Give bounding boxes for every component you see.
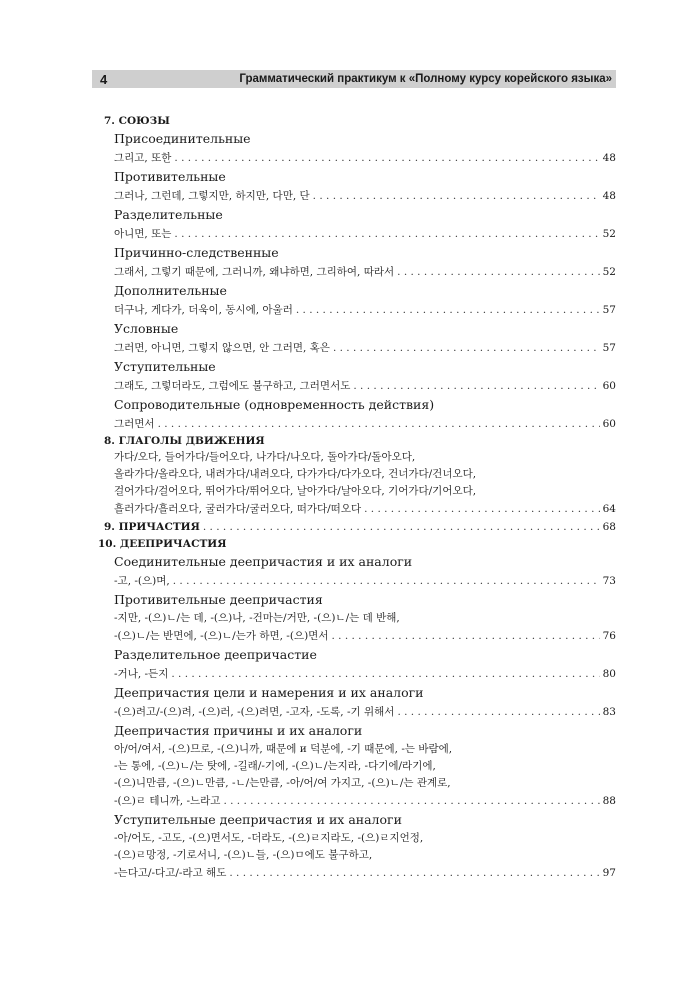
entry-line: 아/어/여서, -(으)므로, -(으)니까, 때문에 и 덕분에, -기 때문에, -는 바람에, — [114, 743, 453, 755]
page-ref: 52 — [602, 266, 616, 278]
toc-entry — [114, 572, 616, 590]
entry-line: -아/어도, -고도, -(으)면서도, -더라도, -(으)ㄹ지라도, -(으)ㄹ지언정, — [114, 832, 424, 844]
dot-leader — [296, 301, 600, 319]
subsection-label: Разделительные — [114, 207, 223, 222]
toc-entry — [114, 415, 616, 433]
page-ref: 83 — [602, 706, 616, 718]
toc-entry — [114, 263, 616, 281]
subsection-label: Уступительные деепричастия и их аналоги — [114, 812, 402, 827]
entry-line: -지만, -(으)ㄴ/는 데, -(으)나, -건마는/거만, -(으)ㄴ/는 데 반해, — [114, 612, 400, 624]
toc-entry — [114, 225, 616, 243]
dot-leader — [174, 225, 599, 243]
subsection-label: Противительные — [114, 169, 226, 184]
entry-line: -(으)ㄹ망정, -기로서니, -(으)ㄴ들, -(으)ㅁ에도 불구하고, — [114, 849, 373, 861]
page-header — [92, 70, 616, 88]
page-ref: 48 — [602, 190, 616, 202]
page-ref: 60 — [602, 380, 616, 392]
entry-text: 아니면, 또는 — [114, 228, 172, 240]
toc-entry — [114, 500, 616, 518]
dot-leader — [173, 572, 600, 590]
toc-entry — [114, 377, 616, 395]
entry-line: 올라가다/올라오다, 내려가다/내려오다, 다가가다/다가오다, 건너가다/건너오다, — [114, 468, 477, 480]
dot-leader — [397, 263, 599, 281]
page-ref: 88 — [602, 795, 616, 807]
page-ref: 97 — [602, 867, 616, 879]
dot-leader — [223, 792, 599, 810]
section-title: 10. ДЕЕПРИЧАСТИЯ — [98, 538, 227, 550]
toc-entry — [114, 864, 616, 882]
subsection-label: Уступительные — [114, 359, 216, 374]
subsection-label: Дополнительные — [114, 283, 227, 298]
table-of-contents — [98, 113, 616, 882]
toc-entry — [114, 187, 616, 205]
subsection-label: Разделительное деепричастие — [114, 647, 317, 662]
subsection-label: Соединительные деепричастия и их аналоги — [114, 554, 413, 569]
entry-text: 그래도, 그렇더라도, 그럼에도 불구하고, 그러면서도 — [114, 380, 351, 392]
toc-entry — [114, 627, 616, 645]
dot-leader — [364, 500, 600, 518]
section-title: 8. ГЛАГОЛЫ ДВИЖЕНИЯ — [104, 435, 265, 447]
toc-entry — [114, 339, 616, 357]
dot-leader — [333, 339, 600, 357]
page-ref: 73 — [602, 575, 616, 587]
page-ref: 76 — [602, 630, 616, 642]
dot-leader — [397, 703, 599, 721]
toc-entry — [114, 301, 616, 319]
entry-text: 그러나, 그런데, 그렇지만, 하지만, 다만, 단 — [114, 190, 310, 202]
subsection-label: Противительные деепричастия — [114, 592, 323, 607]
dot-leader — [203, 518, 600, 536]
section-title: 9. ПРИЧАСТИЯ — [104, 521, 200, 533]
section-title: 7. СОЮЗЫ — [104, 115, 170, 127]
entry-text: -거나, -든지 — [114, 668, 169, 680]
page-number: 4 — [100, 71, 108, 87]
entry-line: -(으)니만큼, -(으)ㄴ만큼, -ㄴ/는만큼, -아/어/여 가지고, -(으)ㄴ/는 관계로, — [114, 777, 451, 789]
subsection-label: Деепричастия цели и намерения и их аналоги — [114, 685, 424, 700]
dot-leader — [331, 627, 599, 645]
page-ref: 52 — [602, 228, 616, 240]
page-ref: 48 — [602, 152, 616, 164]
page-ref: 57 — [602, 304, 616, 316]
entry-line: -는 통에, -(으)ㄴ/는 탓에, -길래/-기에, -(으)ㄴ/는지라, -다기에/라기에, — [114, 760, 436, 772]
entry-line: 걸어가다/걸어오다, 뛰어가다/뛰어오다, 날아가다/날아오다, 기어가다/기어오다, — [114, 485, 477, 497]
entry-text: -(으)려고/-(으)려, -(으)러, -(으)려면, -고자, -도록, -기 위해서 — [114, 706, 395, 718]
subsection-label: Условные — [114, 321, 179, 336]
subsection-label: Причинно-следственные — [114, 245, 279, 260]
page-ref: 68 — [602, 521, 616, 533]
page-ref: 57 — [602, 342, 616, 354]
entry-text: -는다고/-다고/-라고 해도 — [114, 867, 227, 879]
entry-text: 그러면, 아니면, 그렇지 않으면, 안 그러면, 혹은 — [114, 342, 330, 354]
entry-text: -(으)ㄹ 테니까, -느라고 — [114, 795, 221, 807]
toc-section-entry — [104, 518, 616, 536]
dot-leader — [158, 415, 600, 433]
entry-text: 더구나, 게다가, 더욱이, 동시에, 아울러 — [114, 304, 293, 316]
book-title: Грамматический практикум к «Полному курсу корейского языка» — [239, 73, 612, 85]
dot-leader — [174, 149, 599, 167]
entry-text: -고, -(으)며, — [114, 575, 170, 587]
subsection-label: Деепричастия причины и их аналоги — [114, 723, 363, 738]
entry-text: 그리고, 또한 — [114, 152, 172, 164]
toc-entry — [114, 792, 616, 810]
toc-entry — [114, 703, 616, 721]
page-ref: 64 — [602, 503, 616, 515]
entry-text: 그러면서 — [114, 418, 155, 430]
entry-text: 그래서, 그렇기 때문에, 그러니까, 왜냐하면, 그리하여, 따라서 — [114, 266, 395, 278]
subsection-label: Сопроводительные (одновременность действия) — [114, 397, 435, 412]
subsection-label: Присоединительные — [114, 131, 251, 146]
dot-leader — [229, 864, 599, 882]
toc-entry — [114, 665, 616, 683]
entry-line: 가다/오다, 들어가다/들어오다, 나가다/나오다, 돌아가다/돌아오다, — [114, 451, 416, 463]
dot-leader — [353, 377, 599, 395]
entry-text: 흘러가다/흘러오다, 굴러가다/굴러오다, 떠가다/떠오다 — [114, 503, 362, 515]
toc-entry — [114, 149, 616, 167]
page-ref: 60 — [602, 418, 616, 430]
entry-text: -(으)ㄴ/는 반면에, -(으)ㄴ/는가 하면, -(으)면서 — [114, 630, 329, 642]
page-ref: 80 — [602, 668, 616, 680]
dot-leader — [313, 187, 600, 205]
dot-leader — [171, 665, 599, 683]
